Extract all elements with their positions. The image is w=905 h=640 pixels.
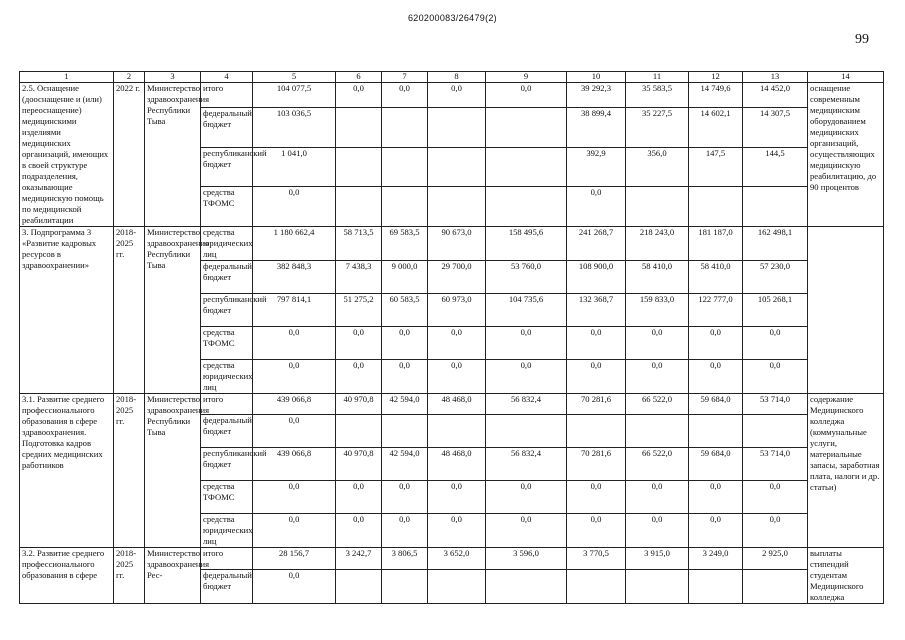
amount-cell: 48 468,0 bbox=[428, 448, 486, 481]
funding-source: средства юридических лиц bbox=[201, 514, 253, 548]
amount-cell: 0,0 bbox=[486, 514, 567, 548]
amount-cell: 90 673,0 bbox=[428, 227, 486, 261]
amount-cell: 9 000,0 bbox=[382, 261, 428, 294]
funding-source: федеральный бюджет bbox=[201, 415, 253, 448]
amount-cell bbox=[382, 108, 428, 148]
amount-cell: 218 243,0 bbox=[626, 227, 689, 261]
amount-cell: 0,0 bbox=[253, 569, 336, 603]
amount-cell: 0,0 bbox=[336, 327, 382, 360]
amount-cell bbox=[689, 569, 743, 603]
amount-cell: 181 187,0 bbox=[689, 227, 743, 261]
amount-cell: 59 684,0 bbox=[689, 394, 743, 415]
amount-cell: 0,0 bbox=[486, 327, 567, 360]
amount-cell: 392,9 bbox=[567, 147, 626, 187]
amount-cell bbox=[336, 415, 382, 448]
amount-cell: 0,0 bbox=[626, 514, 689, 548]
block-period: 2018-2025 гг. bbox=[114, 227, 145, 394]
amount-cell: 40 970,8 bbox=[336, 394, 382, 415]
funding-source: республиканский бюджет bbox=[201, 448, 253, 481]
amount-cell: 56 832,4 bbox=[486, 448, 567, 481]
amount-cell bbox=[336, 108, 382, 148]
amount-cell: 0,0 bbox=[567, 327, 626, 360]
amount-cell bbox=[626, 415, 689, 448]
amount-cell: 14 307,5 bbox=[743, 108, 808, 148]
amount-cell: 159 833,0 bbox=[626, 294, 689, 327]
amount-cell: 158 495,6 bbox=[486, 227, 567, 261]
amount-cell: 69 583,5 bbox=[382, 227, 428, 261]
amount-cell bbox=[626, 569, 689, 603]
amount-cell: 0,0 bbox=[253, 481, 336, 514]
table-row bbox=[20, 227, 884, 261]
amount-cell: 58 713,5 bbox=[336, 227, 382, 261]
column-header: 1 bbox=[20, 72, 114, 83]
amount-cell: 0,0 bbox=[689, 360, 743, 394]
amount-cell: 439 066,8 bbox=[253, 448, 336, 481]
column-header: 13 bbox=[743, 72, 808, 83]
amount-cell: 3 770,5 bbox=[567, 548, 626, 570]
table-row bbox=[20, 394, 884, 415]
column-header: 3 bbox=[145, 72, 201, 83]
funding-source: республиканский бюджет bbox=[201, 294, 253, 327]
block-period: 2018-2025 гг. bbox=[114, 394, 145, 548]
block-name: 2.5. Оснащение (дооснащение и (или) переоснащение) медицинскими изделиями медицинских организаций, имеющих в своей структуре подразделения, оказывающие медицинскую помощь по медицинской реабилитации bbox=[20, 83, 114, 227]
column-header: 12 bbox=[689, 72, 743, 83]
amount-cell: 58 410,0 bbox=[626, 261, 689, 294]
block-result: выплаты стипендий студентам Медицинского колледжа bbox=[808, 548, 884, 604]
amount-cell: 70 281,6 bbox=[567, 394, 626, 415]
amount-cell: 147,5 bbox=[689, 147, 743, 187]
amount-cell: 0,0 bbox=[567, 514, 626, 548]
amount-cell: 35 227,5 bbox=[626, 108, 689, 148]
amount-cell: 3 806,5 bbox=[382, 548, 428, 570]
funding-source: федеральный бюджет bbox=[201, 261, 253, 294]
amount-cell: 59 684,0 bbox=[689, 448, 743, 481]
block-executor: Министерство здравоохранения Республики Тыва bbox=[145, 227, 201, 394]
amount-cell: 29 700,0 bbox=[428, 261, 486, 294]
amount-cell: 53 760,0 bbox=[486, 261, 567, 294]
column-header: 7 bbox=[382, 72, 428, 83]
block-name: 3. Подпрограмма 3 «Развитие кадровых ресурсов в здравоохранении» bbox=[20, 227, 114, 394]
funding-source: средства ТФОМС bbox=[201, 187, 253, 227]
amount-cell: 0,0 bbox=[567, 187, 626, 227]
amount-cell: 382 848,3 bbox=[253, 261, 336, 294]
amount-cell: 57 230,0 bbox=[743, 261, 808, 294]
amount-cell bbox=[486, 415, 567, 448]
amount-cell: 40 970,8 bbox=[336, 448, 382, 481]
column-header: 9 bbox=[486, 72, 567, 83]
amount-cell: 0,0 bbox=[382, 514, 428, 548]
amount-cell bbox=[743, 569, 808, 603]
column-header: 11 bbox=[626, 72, 689, 83]
amount-cell: 60 973,0 bbox=[428, 294, 486, 327]
amount-cell: 1 041,0 bbox=[253, 147, 336, 187]
amount-cell: 0,0 bbox=[382, 360, 428, 394]
amount-cell: 241 268,7 bbox=[567, 227, 626, 261]
amount-cell: 7 438,3 bbox=[336, 261, 382, 294]
amount-cell bbox=[567, 415, 626, 448]
block-period: 2022 г. bbox=[114, 83, 145, 227]
amount-cell: 3 249,0 bbox=[689, 548, 743, 570]
amount-cell: 0,0 bbox=[689, 481, 743, 514]
amount-cell: 3 915,0 bbox=[626, 548, 689, 570]
funding-source: итого bbox=[201, 548, 253, 570]
amount-cell: 0,0 bbox=[428, 327, 486, 360]
amount-cell: 53 714,0 bbox=[743, 394, 808, 415]
amount-cell bbox=[428, 108, 486, 148]
amount-cell: 0,0 bbox=[253, 187, 336, 227]
amount-cell: 53 714,0 bbox=[743, 448, 808, 481]
column-header: 14 bbox=[808, 72, 884, 83]
block-result: содержание Медицинского колледжа (коммунальные услуги, материальные запасы, заработная плата, налоги и др. статьи) bbox=[808, 394, 884, 548]
amount-cell: 0,0 bbox=[567, 481, 626, 514]
amount-cell bbox=[336, 187, 382, 227]
column-header: 8 bbox=[428, 72, 486, 83]
amount-cell: 38 899,4 bbox=[567, 108, 626, 148]
document-id: 620200083/26479(2) bbox=[408, 13, 497, 23]
block-result bbox=[808, 227, 884, 394]
amount-cell: 14 749,6 bbox=[689, 83, 743, 108]
funding-source: итого bbox=[201, 394, 253, 415]
amount-cell: 14 452,0 bbox=[743, 83, 808, 108]
amount-cell: 42 594,0 bbox=[382, 448, 428, 481]
amount-cell bbox=[428, 569, 486, 603]
amount-cell bbox=[486, 187, 567, 227]
amount-cell: 3 596,0 bbox=[486, 548, 567, 570]
amount-cell: 0,0 bbox=[336, 481, 382, 514]
amount-cell: 0,0 bbox=[336, 360, 382, 394]
amount-cell bbox=[743, 415, 808, 448]
budget-table bbox=[19, 71, 884, 604]
amount-cell: 105 268,1 bbox=[743, 294, 808, 327]
amount-cell bbox=[382, 147, 428, 187]
amount-cell: 0,0 bbox=[626, 481, 689, 514]
amount-cell: 42 594,0 bbox=[382, 394, 428, 415]
amount-cell: 1 180 662,4 bbox=[253, 227, 336, 261]
amount-cell bbox=[428, 415, 486, 448]
amount-cell: 39 292,3 bbox=[567, 83, 626, 108]
amount-cell: 0,0 bbox=[626, 327, 689, 360]
amount-cell bbox=[689, 187, 743, 227]
amount-cell bbox=[689, 415, 743, 448]
amount-cell: 48 468,0 bbox=[428, 394, 486, 415]
amount-cell: 0,0 bbox=[743, 514, 808, 548]
amount-cell: 0,0 bbox=[486, 360, 567, 394]
amount-cell: 3 242,7 bbox=[336, 548, 382, 570]
table-body bbox=[20, 72, 884, 604]
amount-cell bbox=[382, 569, 428, 603]
amount-cell: 51 275,2 bbox=[336, 294, 382, 327]
amount-cell bbox=[382, 415, 428, 448]
amount-cell bbox=[336, 147, 382, 187]
funding-source: средства юридических лиц bbox=[201, 227, 253, 261]
amount-cell: 66 522,0 bbox=[626, 394, 689, 415]
amount-cell: 66 522,0 bbox=[626, 448, 689, 481]
amount-cell: 58 410,0 bbox=[689, 261, 743, 294]
amount-cell: 0,0 bbox=[382, 481, 428, 514]
amount-cell bbox=[626, 187, 689, 227]
amount-cell: 0,0 bbox=[428, 514, 486, 548]
table-row bbox=[20, 83, 884, 108]
amount-cell: 0,0 bbox=[382, 327, 428, 360]
amount-cell: 0,0 bbox=[743, 327, 808, 360]
funding-source: средства ТФОМС bbox=[201, 327, 253, 360]
amount-cell bbox=[486, 569, 567, 603]
amount-cell: 0,0 bbox=[689, 327, 743, 360]
amount-cell: 356,0 bbox=[626, 147, 689, 187]
block-name: 3.2. Развитие среднего профессионального образования в сфере bbox=[20, 548, 114, 604]
amount-cell: 132 368,7 bbox=[567, 294, 626, 327]
amount-cell bbox=[428, 187, 486, 227]
amount-cell: 0,0 bbox=[253, 514, 336, 548]
amount-cell: 35 583,5 bbox=[626, 83, 689, 108]
amount-cell: 0,0 bbox=[253, 360, 336, 394]
header-row bbox=[20, 72, 884, 83]
amount-cell: 108 900,0 bbox=[567, 261, 626, 294]
amount-cell: 0,0 bbox=[428, 360, 486, 394]
amount-cell: 70 281,6 bbox=[567, 448, 626, 481]
column-header: 5 bbox=[253, 72, 336, 83]
amount-cell: 0,0 bbox=[382, 83, 428, 108]
amount-cell bbox=[382, 187, 428, 227]
amount-cell: 0,0 bbox=[486, 481, 567, 514]
block-executor: Министерство здравоохранения Республики Тыва bbox=[145, 394, 201, 548]
amount-cell: 56 832,4 bbox=[486, 394, 567, 415]
block-executor: Министерство здравоохранения Рес- bbox=[145, 548, 201, 604]
amount-cell: 0,0 bbox=[336, 514, 382, 548]
block-name: 3.1. Развитие среднего профессионального образования в сфере здравоохранения. Подготовка кадров средних медицинских работников bbox=[20, 394, 114, 548]
amount-cell: 28 156,7 bbox=[253, 548, 336, 570]
block-executor: Министерство здравоохранения Республики Тыва bbox=[145, 83, 201, 227]
amount-cell bbox=[486, 147, 567, 187]
amount-cell: 797 814,1 bbox=[253, 294, 336, 327]
amount-cell: 0,0 bbox=[428, 481, 486, 514]
column-header: 2 bbox=[114, 72, 145, 83]
funding-source: федеральный бюджет bbox=[201, 108, 253, 148]
amount-cell: 0,0 bbox=[626, 360, 689, 394]
block-result: оснащение современным медицинским оборудованием медицинских организаций, осуществляющих медицинскую реабилитацию, до 90 процентов bbox=[808, 83, 884, 227]
column-header: 6 bbox=[336, 72, 382, 83]
amount-cell: 122 777,0 bbox=[689, 294, 743, 327]
amount-cell bbox=[486, 108, 567, 148]
amount-cell: 103 036,5 bbox=[253, 108, 336, 148]
amount-cell: 0,0 bbox=[253, 327, 336, 360]
amount-cell: 0,0 bbox=[689, 514, 743, 548]
amount-cell: 60 583,5 bbox=[382, 294, 428, 327]
funding-source: федеральный бюджет bbox=[201, 569, 253, 603]
column-header: 4 bbox=[201, 72, 253, 83]
funding-source: средства ТФОМС bbox=[201, 481, 253, 514]
amount-cell: 14 602,1 bbox=[689, 108, 743, 148]
block-period: 2018-2025 гг. bbox=[114, 548, 145, 604]
amount-cell: 2 925,0 bbox=[743, 548, 808, 570]
page-number: 99 bbox=[855, 32, 869, 47]
amount-cell: 439 066,8 bbox=[253, 394, 336, 415]
amount-cell: 162 498,1 bbox=[743, 227, 808, 261]
funding-source: средства юридических лиц bbox=[201, 360, 253, 394]
amount-cell: 0,0 bbox=[486, 83, 567, 108]
column-header: 10 bbox=[567, 72, 626, 83]
amount-cell: 0,0 bbox=[428, 83, 486, 108]
amount-cell bbox=[567, 569, 626, 603]
amount-cell: 0,0 bbox=[743, 481, 808, 514]
funding-source: итого bbox=[201, 83, 253, 108]
amount-cell: 104 735,6 bbox=[486, 294, 567, 327]
amount-cell: 144,5 bbox=[743, 147, 808, 187]
table-row bbox=[20, 548, 884, 570]
amount-cell bbox=[428, 147, 486, 187]
amount-cell: 0,0 bbox=[743, 360, 808, 394]
amount-cell: 0,0 bbox=[253, 415, 336, 448]
amount-cell: 104 077,5 bbox=[253, 83, 336, 108]
amount-cell: 0,0 bbox=[567, 360, 626, 394]
amount-cell bbox=[336, 569, 382, 603]
amount-cell: 0,0 bbox=[336, 83, 382, 108]
amount-cell: 3 652,0 bbox=[428, 548, 486, 570]
amount-cell bbox=[743, 187, 808, 227]
funding-source: республиканский бюджет bbox=[201, 147, 253, 187]
